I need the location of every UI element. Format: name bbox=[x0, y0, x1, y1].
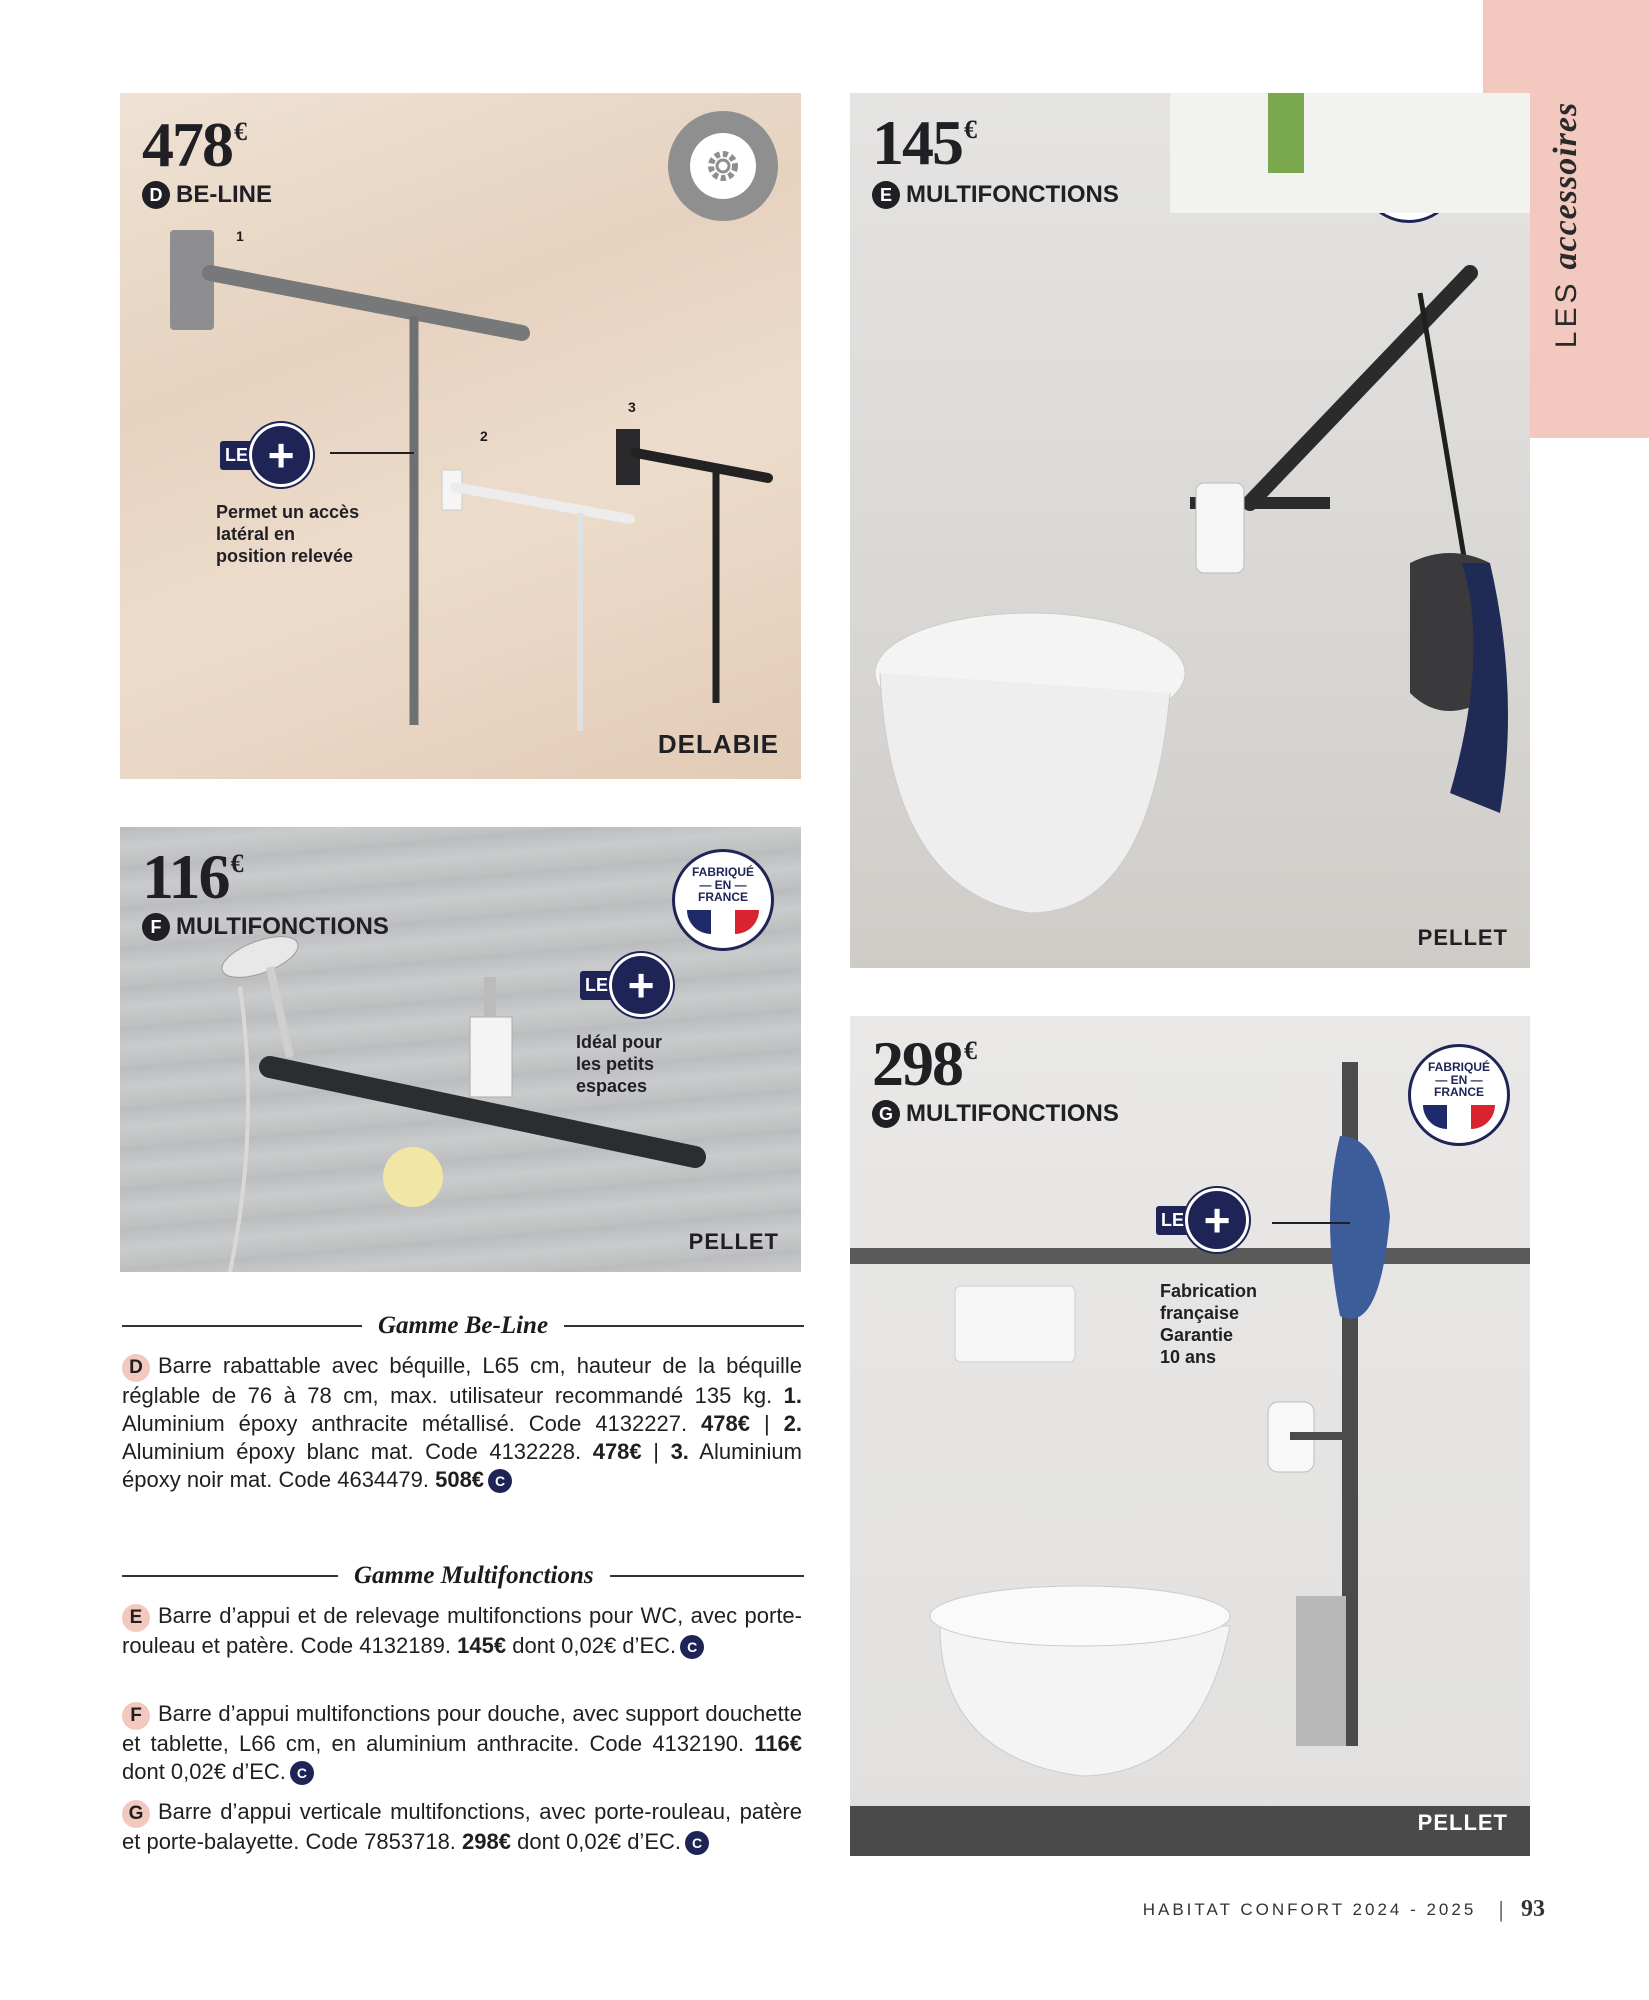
brand-logo-delabie: DELABIE bbox=[657, 729, 779, 759]
product-e-letter-marker: E bbox=[122, 1604, 150, 1632]
product-e-letter: E bbox=[872, 181, 900, 209]
wc-bar-illustration bbox=[850, 93, 1530, 968]
brand-logo-pellet: PELLET bbox=[1417, 1810, 1508, 1835]
le-label: LE bbox=[580, 971, 613, 1000]
variant-number-1: 1 bbox=[236, 228, 244, 244]
product-g-panel bbox=[850, 1016, 1530, 1856]
product-f-letter-marker: F bbox=[122, 1702, 150, 1730]
brand-logo-pellet: PELLET bbox=[1417, 925, 1508, 950]
le-plus-badge bbox=[580, 953, 673, 1017]
product-e-description: E Barre d’appui et de relevage multifonctions pour WC, avec porte-rouleau et patère. Code 4132189. 145€ dont 0,02€ d’EC. C bbox=[122, 1603, 802, 1658]
le-plus-text: Fabrication française Garantie 10 ans bbox=[1160, 1281, 1258, 1367]
section-title-beline: Gamme Be-Line bbox=[122, 1312, 804, 1340]
le-label: LE bbox=[220, 441, 253, 470]
variant-number-2: 2 bbox=[480, 428, 488, 444]
fabrique-en-france-badge: FABRIQUÉ — EN — FRANCE bbox=[672, 849, 774, 951]
product-f-description: F Barre d’appui multifonctions pour douche, avec support douchette et tablette, L66 cm, en aluminium anthracite. Code 4132190. 116€ dont 0,02€ d’EC. C bbox=[122, 1701, 802, 1784]
product-d-description: D Barre rabattable avec béquille, L65 cm, hauteur de la béquille réglable de 76 à 78 cm, max. utilisateur recommandé 135 kg. 1. Aluminium époxy anthracite métallisé. Code 4132227. 478€ | 2. Aluminium époxy blanc mat. Code 4132228. 478€ | 3. Aluminium époxy noir mat. Code 4634479. 508€ C bbox=[122, 1353, 802, 1492]
shower-bar-illustration bbox=[120, 827, 801, 1272]
product-f-panel bbox=[120, 827, 801, 1272]
publication-name: HABITAT CONFORT 2024 - 2025 bbox=[1142, 1899, 1477, 1919]
product-g-letter-marker: G bbox=[122, 1800, 150, 1828]
product-e-name: MULTIFONCTIONS bbox=[906, 181, 1119, 208]
le-plus-text: Idéal pour les petits espaces bbox=[576, 1032, 663, 1096]
product-d-panel bbox=[120, 93, 801, 779]
le-plus-badge bbox=[220, 423, 313, 487]
le-plus-text: Permet un accès latéral en position relevée bbox=[216, 502, 360, 566]
product-g-letter: G bbox=[872, 1100, 900, 1128]
product-g-name: MULTIFONCTIONS bbox=[906, 1100, 1119, 1127]
footer-separator: | bbox=[1498, 1896, 1507, 1922]
product-e-price: 145€ bbox=[872, 107, 977, 178]
brand-logo-pellet: PELLET bbox=[688, 1229, 779, 1254]
fabrique-en-france-badge: FABRIQUÉ — EN — FRANCE bbox=[1408, 1044, 1510, 1146]
eco-contribution-icon: C bbox=[290, 1761, 314, 1785]
le-plus-connector bbox=[1272, 1222, 1350, 1224]
product-g-description: G Barre d’appui verticale multifonctions, avec porte-rouleau, patère et porte-balayette. Code 7853718. 298€ dont 0,02€ d’EC. C bbox=[122, 1799, 802, 1854]
eco-contribution-icon: C bbox=[488, 1469, 512, 1493]
product-e-panel bbox=[850, 93, 1530, 968]
page-number: 93 bbox=[1521, 1896, 1545, 1922]
product-d-price: 478€ bbox=[142, 109, 247, 180]
product-d-letter: D bbox=[142, 181, 170, 209]
plus-icon: + bbox=[249, 423, 313, 487]
section-title-multifonctions: Gamme Multifonctions bbox=[122, 1562, 804, 1590]
vertical-bar-illustration bbox=[850, 1016, 1530, 1856]
plus-icon: + bbox=[609, 953, 673, 1017]
section-tab-label bbox=[1547, 102, 1585, 348]
le-label: LE bbox=[1156, 1206, 1189, 1235]
page-footer bbox=[1143, 1896, 1545, 1923]
eco-contribution-icon: C bbox=[680, 1635, 704, 1659]
section-tab-prefix: LES bbox=[1550, 279, 1583, 349]
product-d-name: BE-LINE bbox=[176, 181, 272, 208]
product-g-price: 298€ bbox=[872, 1028, 977, 1099]
eco-contribution-icon: C bbox=[685, 1831, 709, 1855]
product-f-letter: F bbox=[142, 913, 170, 941]
product-d-letter-marker: D bbox=[122, 1354, 150, 1382]
product-f-name: MULTIFONCTIONS bbox=[176, 913, 389, 940]
le-plus-badge bbox=[1156, 1188, 1249, 1252]
product-f-price: 116€ bbox=[142, 841, 244, 912]
variant-number-3: 3 bbox=[628, 399, 636, 415]
section-tab-word: accessoires bbox=[1547, 101, 1584, 270]
plus-icon: + bbox=[1185, 1188, 1249, 1252]
